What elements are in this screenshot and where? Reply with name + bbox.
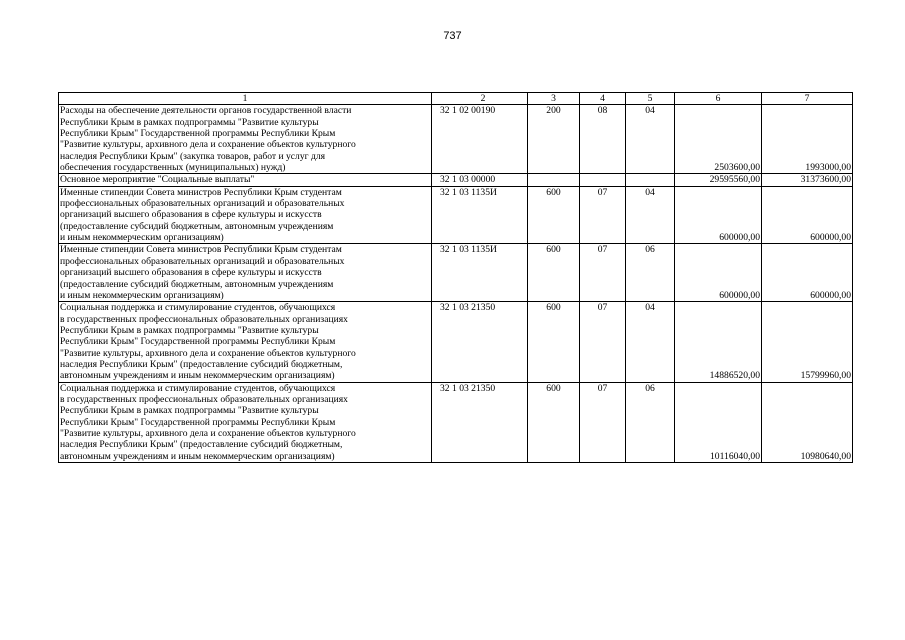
- name-line: автономным учреждениям и иным некоммерческим организациям): [60, 450, 335, 462]
- header-cell: 7: [762, 93, 853, 105]
- amount-cell: 31373600,00: [762, 174, 853, 186]
- section-cell: 07: [580, 302, 626, 382]
- section-cell: 08: [580, 105, 626, 174]
- header-cell: 6: [675, 93, 762, 105]
- name-cell: [59, 382, 432, 462]
- header-cell: 3: [528, 93, 580, 105]
- budget-table-body: [59, 93, 853, 463]
- section-cell: 07: [580, 186, 626, 244]
- code-cell: 32 1 03 1135И: [432, 244, 528, 302]
- name-line: и иным некоммерческим организациям): [60, 289, 224, 301]
- name-line: Социальная поддержка и стимулирование студентов, обучающихся: [60, 302, 336, 314]
- table-row: [59, 302, 853, 382]
- header-cell: 2: [432, 93, 528, 105]
- subsection-cell: 04: [626, 302, 675, 382]
- table-row: [59, 382, 853, 462]
- header-cell: 5: [626, 93, 675, 105]
- name-line: организаций высшего образования в сфере культуры и искусств: [60, 209, 322, 221]
- amount-cell: 15799960,00: [762, 302, 853, 382]
- subsection-cell: 04: [626, 105, 675, 174]
- header-cell: 1: [59, 93, 432, 105]
- name-line: Республики Крым" Государственной программы Республики Крым: [60, 128, 336, 140]
- table-row: [59, 244, 853, 302]
- name-line: Социальная поддержка и стимулирование студентов, обучающихся: [60, 382, 336, 394]
- subsection-cell: 04: [626, 186, 675, 244]
- amount-cell: 14886520,00: [675, 302, 762, 382]
- name-line: Именные стипендии Совета министров Республики Крым студентам: [60, 244, 342, 256]
- name-line: "Развитие культуры, архивного дела и сохранение объектов культурного: [60, 347, 356, 359]
- name-line: "Развитие культуры, архивного дела и сохранение объектов культурного: [60, 139, 356, 151]
- subsection-cell: [626, 174, 675, 186]
- name-cell: [59, 244, 432, 302]
- expense-type-cell: [528, 174, 580, 186]
- expense-type-cell: 600: [528, 244, 580, 302]
- expense-type-cell: 600: [528, 302, 580, 382]
- name-line: профессиональных образовательных организаций и образовательных: [60, 255, 345, 267]
- name-cell: [59, 174, 432, 186]
- name-line: (предоставление субсидий бюджетным, автономным учреждениям: [60, 278, 334, 290]
- name-line: Республики Крым" Государственной программы Республики Крым: [60, 416, 336, 428]
- name-line: Республики Крым в рамках подпрограммы "Развитие культуры: [60, 405, 319, 417]
- expense-type-cell: 600: [528, 382, 580, 462]
- code-cell: 32 1 02 00190: [432, 105, 528, 174]
- header-cell: 4: [580, 93, 626, 105]
- amount-cell: 10116040,00: [675, 382, 762, 462]
- name-line: организаций высшего образования в сфере культуры и искусств: [60, 267, 322, 279]
- name-line: в государственных профессиональных образовательных организациях: [60, 313, 348, 325]
- name-line: Основное мероприятие "Социальные выплаты": [60, 174, 255, 186]
- code-cell: 32 1 03 21350: [432, 302, 528, 382]
- name-cell: [59, 105, 432, 174]
- table-row: [59, 186, 853, 244]
- name-cell: [59, 186, 432, 244]
- table-row: [59, 105, 853, 174]
- name-line: профессиональных образовательных организаций и образовательных: [60, 198, 345, 210]
- name-line: "Развитие культуры, архивного дела и сохранение объектов культурного: [60, 427, 356, 439]
- amount-cell: 29595560,00: [675, 174, 762, 186]
- subsection-cell: 06: [626, 244, 675, 302]
- name-line: наследия Республики Крым" (предоставление субсидий бюджетным,: [60, 439, 343, 451]
- name-line: автономным учреждениям и иным некоммерческим организациям): [60, 370, 335, 382]
- section-cell: [580, 174, 626, 186]
- section-cell: 07: [580, 244, 626, 302]
- name-line: обеспечения государственных (муниципальных) нужд): [60, 162, 286, 174]
- amount-cell: 600000,00: [762, 244, 853, 302]
- name-line: наследия Республики Крым" (закупка товаров, работ и услуг для: [60, 150, 326, 162]
- amount-cell: 2503600,00: [675, 105, 762, 174]
- name-line: в государственных профессиональных образовательных организациях: [60, 393, 348, 405]
- amount-cell: 600000,00: [675, 244, 762, 302]
- expense-type-cell: 200: [528, 105, 580, 174]
- subsection-cell: 06: [626, 382, 675, 462]
- name-line: наследия Республики Крым" (предоставление субсидий бюджетным,: [60, 358, 343, 370]
- name-line: Республики Крым" Государственной программы Республики Крым: [60, 336, 336, 348]
- budget-table: [58, 92, 853, 463]
- name-cell: [59, 302, 432, 382]
- table-row: [59, 174, 853, 186]
- name-line: и иным некоммерческим организациям): [60, 232, 224, 244]
- table-header-row: [59, 93, 853, 105]
- name-line: Расходы на обеспечение деятельности органов государственной власти: [60, 105, 352, 117]
- code-cell: 32 1 03 00000: [432, 174, 528, 186]
- code-cell: 32 1 03 1135И: [432, 186, 528, 244]
- name-line: Республики Крым в рамках подпрограммы "Развитие культуры: [60, 116, 319, 128]
- name-line: Именные стипендии Совета министров Республики Крым студентам: [60, 186, 342, 198]
- page-number: 737: [443, 30, 462, 42]
- amount-cell: 600000,00: [675, 186, 762, 244]
- name-line: Республики Крым в рамках подпрограммы "Развитие культуры: [60, 324, 319, 336]
- section-cell: 07: [580, 382, 626, 462]
- code-cell: 32 1 03 21350: [432, 382, 528, 462]
- name-line: (предоставление субсидий бюджетным, автономным учреждениям: [60, 220, 334, 232]
- amount-cell: 1993000,00: [762, 105, 853, 174]
- amount-cell: 600000,00: [762, 186, 853, 244]
- expense-type-cell: 600: [528, 186, 580, 244]
- amount-cell: 10980640,00: [762, 382, 853, 462]
